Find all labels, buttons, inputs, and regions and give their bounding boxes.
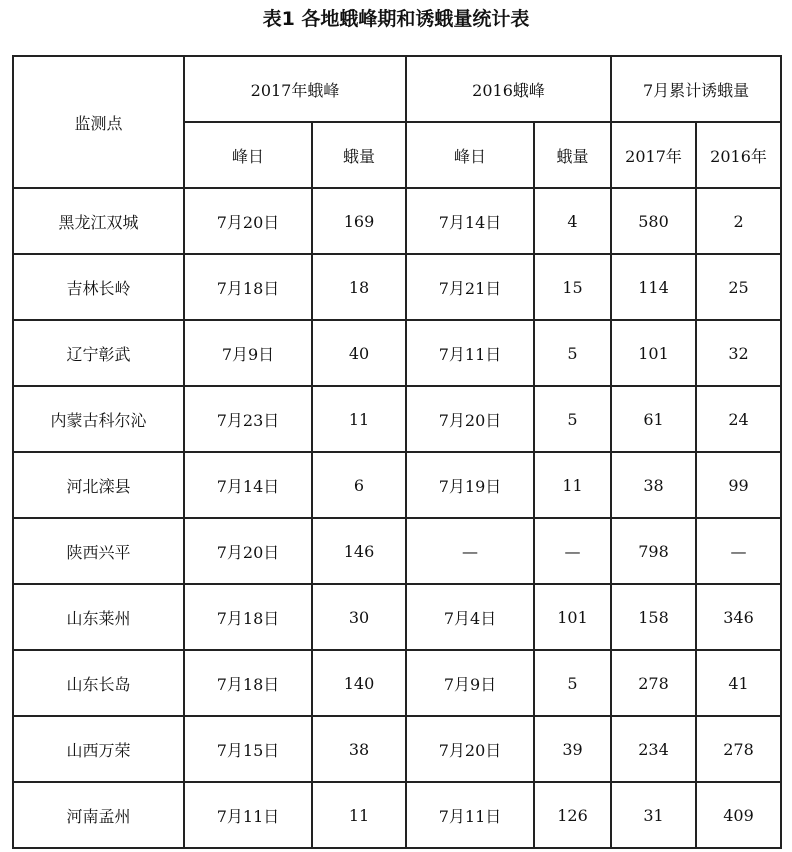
cell-moth-count-2016: 101: [534, 584, 611, 650]
header-july-2016: 2016年: [696, 122, 781, 188]
table-row: [13, 452, 781, 518]
cell-peak-day-2017: 7月18日: [184, 254, 312, 320]
table-row: [13, 782, 781, 848]
cell-july-2016: 32: [696, 320, 781, 386]
cell-moth-count-2017: 169: [312, 188, 406, 254]
cell-july-2017: 234: [611, 716, 696, 782]
cell-moth-count-2017: 18: [312, 254, 406, 320]
cell-july-2017: 278: [611, 650, 696, 716]
cell-july-2016: 2: [696, 188, 781, 254]
cell-peak-day-2017: 7月18日: [184, 584, 312, 650]
cell-peak-day-2016: 7月20日: [406, 716, 534, 782]
cell-july-2017: 158: [611, 584, 696, 650]
cell-station: 山东莱州: [13, 584, 184, 650]
table-row: [13, 584, 781, 650]
cell-peak-day-2016: 7月14日: [406, 188, 534, 254]
cell-july-2016: 346: [696, 584, 781, 650]
cell-peak-day-2016: 7月11日: [406, 320, 534, 386]
cell-july-2016: 409: [696, 782, 781, 848]
cell-july-2017: 114: [611, 254, 696, 320]
cell-july-2016: —: [696, 518, 781, 584]
table-row: [13, 650, 781, 716]
header-group-2016: 2016蛾峰: [406, 56, 611, 122]
cell-peak-day-2017: 7月20日: [184, 188, 312, 254]
header-moth-count-2017: 蛾量: [312, 122, 406, 188]
cell-station: 陕西兴平: [13, 518, 184, 584]
cell-station: 河北滦县: [13, 452, 184, 518]
cell-peak-day-2016: 7月19日: [406, 452, 534, 518]
cell-station: 辽宁彰武: [13, 320, 184, 386]
cell-moth-count-2017: 146: [312, 518, 406, 584]
cell-july-2017: 798: [611, 518, 696, 584]
moth-statistics-table: [12, 55, 782, 849]
cell-moth-count-2016: 4: [534, 188, 611, 254]
cell-peak-day-2016: 7月11日: [406, 782, 534, 848]
header-row-1: [13, 56, 781, 122]
cell-peak-day-2016: 7月20日: [406, 386, 534, 452]
cell-moth-count-2017: 140: [312, 650, 406, 716]
table-row: [13, 188, 781, 254]
cell-peak-day-2017: 7月11日: [184, 782, 312, 848]
table-row: [13, 716, 781, 782]
header-july-2017: 2017年: [611, 122, 696, 188]
cell-station: 河南孟州: [13, 782, 184, 848]
cell-peak-day-2016: 7月9日: [406, 650, 534, 716]
cell-july-2017: 31: [611, 782, 696, 848]
table-body: [13, 188, 781, 848]
cell-station: 黑龙江双城: [13, 188, 184, 254]
cell-moth-count-2017: 40: [312, 320, 406, 386]
cell-july-2016: 41: [696, 650, 781, 716]
cell-july-2016: 25: [696, 254, 781, 320]
cell-moth-count-2016: 5: [534, 320, 611, 386]
table-row: [13, 254, 781, 320]
cell-moth-count-2016: 5: [534, 650, 611, 716]
cell-peak-day-2017: 7月23日: [184, 386, 312, 452]
cell-july-2017: 101: [611, 320, 696, 386]
cell-moth-count-2016: —: [534, 518, 611, 584]
cell-station: 吉林长岭: [13, 254, 184, 320]
cell-moth-count-2017: 38: [312, 716, 406, 782]
cell-peak-day-2017: 7月20日: [184, 518, 312, 584]
cell-moth-count-2016: 126: [534, 782, 611, 848]
cell-moth-count-2017: 11: [312, 782, 406, 848]
table-row: [13, 386, 781, 452]
header-station: 监测点: [13, 56, 184, 188]
cell-station: 山西万荣: [13, 716, 184, 782]
table-row: [13, 518, 781, 584]
cell-peak-day-2016: 7月21日: [406, 254, 534, 320]
header-peak-day-2017: 峰日: [184, 122, 312, 188]
table-row: [13, 320, 781, 386]
cell-peak-day-2017: 7月18日: [184, 650, 312, 716]
cell-july-2017: 580: [611, 188, 696, 254]
cell-peak-day-2017: 7月14日: [184, 452, 312, 518]
header-peak-day-2016: 峰日: [406, 122, 534, 188]
cell-moth-count-2016: 39: [534, 716, 611, 782]
cell-station: 内蒙古科尔沁: [13, 386, 184, 452]
cell-moth-count-2016: 15: [534, 254, 611, 320]
cell-moth-count-2017: 6: [312, 452, 406, 518]
cell-peak-day-2017: 7月15日: [184, 716, 312, 782]
cell-moth-count-2017: 11: [312, 386, 406, 452]
cell-july-2017: 38: [611, 452, 696, 518]
header-group-2017: 2017年蛾峰: [184, 56, 406, 122]
cell-july-2016: 278: [696, 716, 781, 782]
cell-moth-count-2016: 5: [534, 386, 611, 452]
cell-july-2016: 99: [696, 452, 781, 518]
cell-july-2016: 24: [696, 386, 781, 452]
table-title: 表1 各地蛾峰期和诱蛾量统计表: [262, 8, 530, 30]
cell-peak-day-2017: 7月9日: [184, 320, 312, 386]
cell-july-2017: 61: [611, 386, 696, 452]
header-moth-count-2016: 蛾量: [534, 122, 611, 188]
cell-moth-count-2016: 11: [534, 452, 611, 518]
cell-moth-count-2017: 30: [312, 584, 406, 650]
header-group-july: 7月累计诱蛾量: [611, 56, 781, 122]
cell-station: 山东长岛: [13, 650, 184, 716]
cell-peak-day-2016: 7月4日: [406, 584, 534, 650]
cell-peak-day-2016: —: [406, 518, 534, 584]
